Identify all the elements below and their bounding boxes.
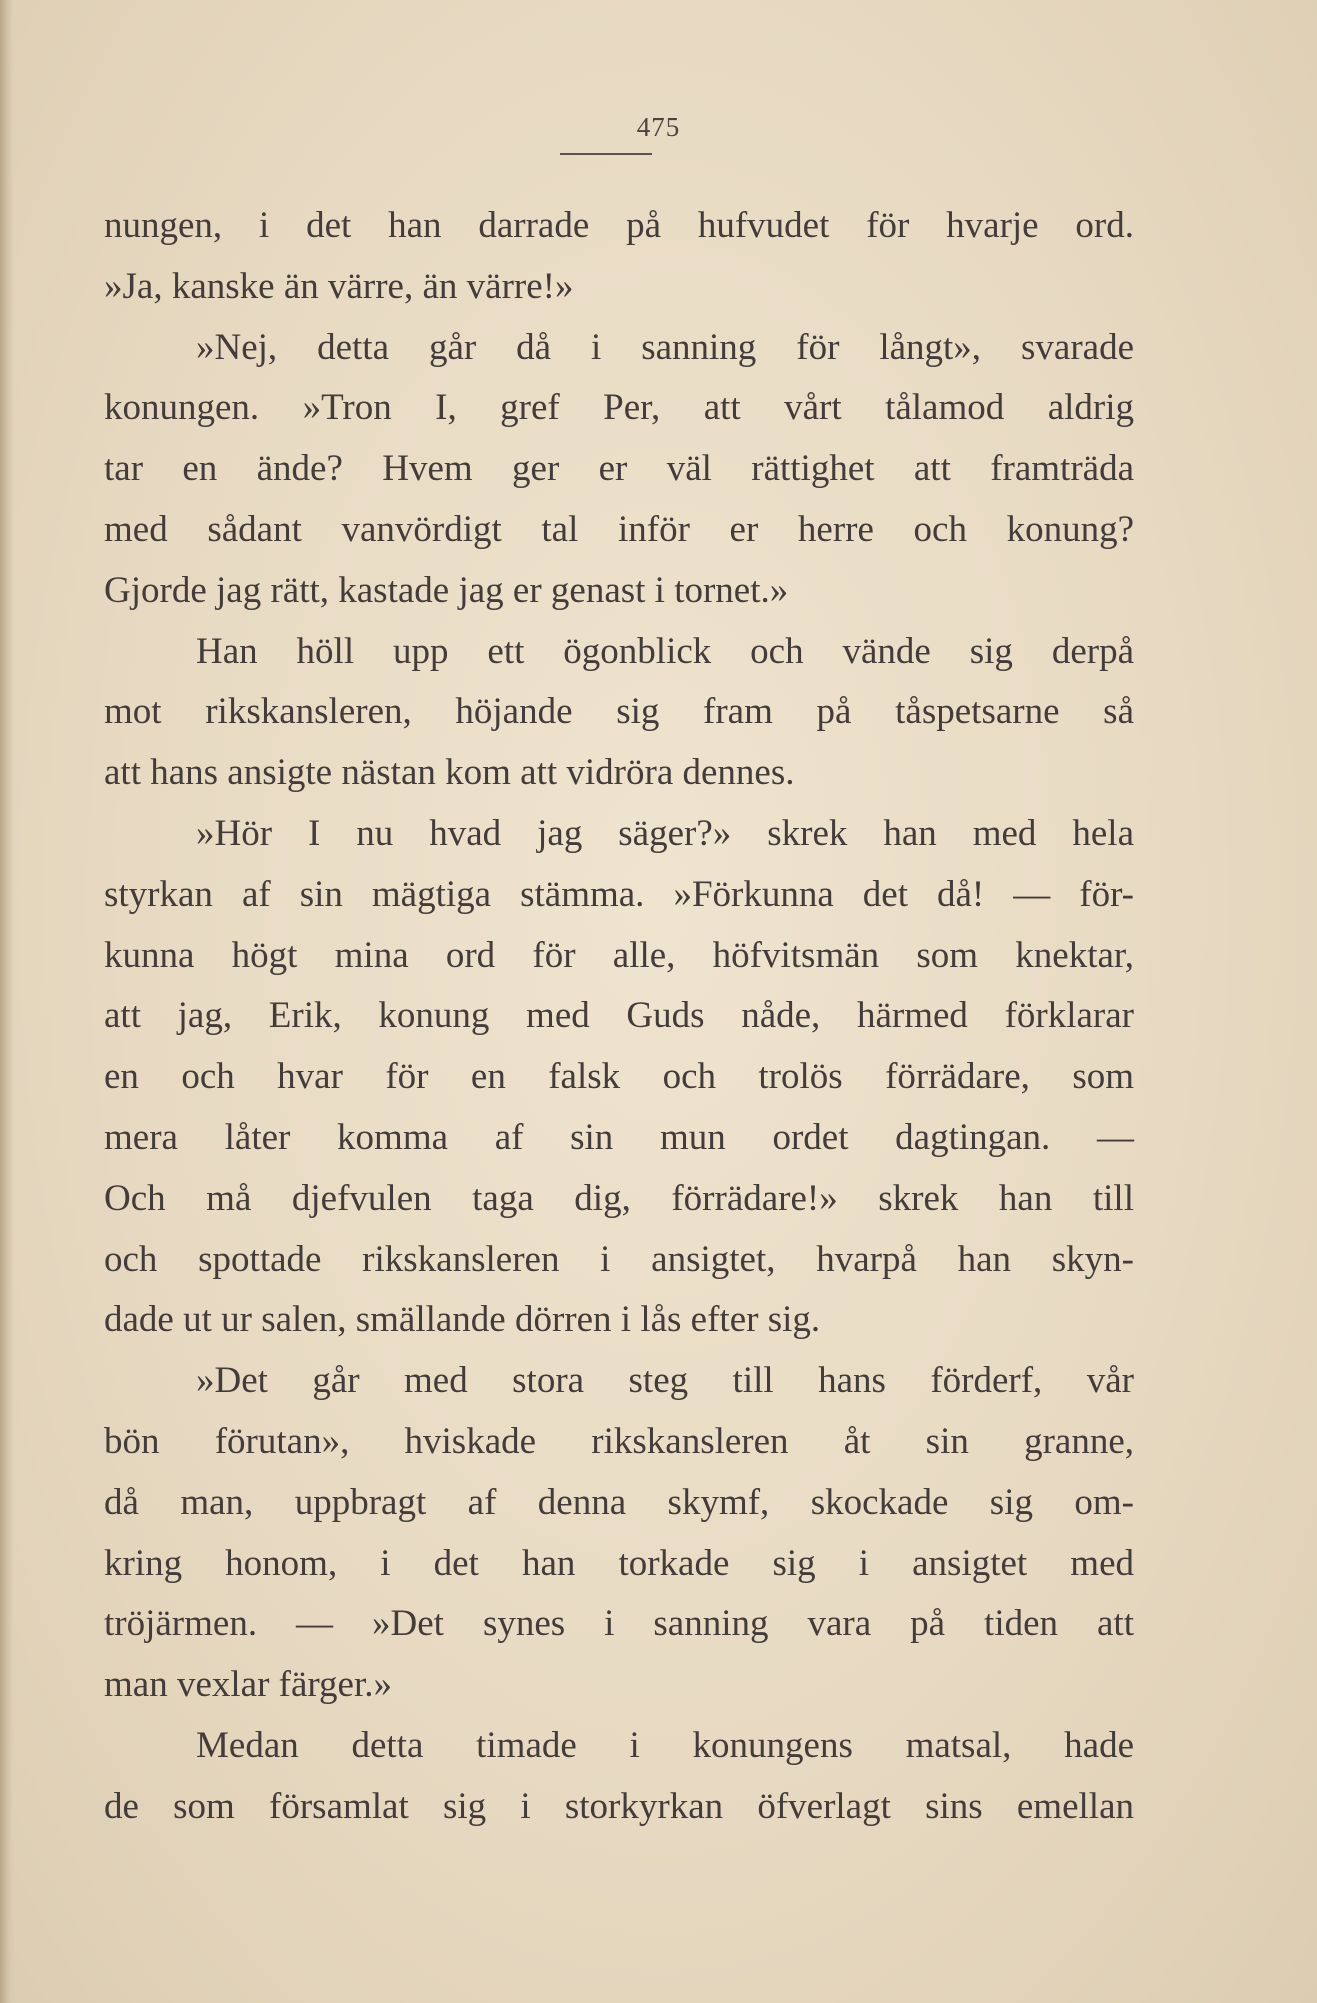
header-rule <box>560 153 652 155</box>
text-line: bön förutan», hviskade rikskansleren åt sin granne, <box>104 1420 1134 1462</box>
text-line: »Ja, kanske än värre, än värre!» <box>104 265 574 307</box>
text-line: man vexlar färger.» <box>104 1664 392 1706</box>
text-line: mera låter komma af sin mun ordet dagtingan. — <box>104 1116 1134 1158</box>
text-line: och spottade rikskansleren i ansigtet, hvarpå han skyn- <box>104 1238 1134 1280</box>
page-number: 475 <box>636 112 681 142</box>
text-line: då man, uppbragt af denna skymf, skockade sig om- <box>104 1481 1134 1523</box>
text-line: en och hvar för en falsk och trolös förrädare, som <box>104 1056 1134 1098</box>
text-line: tar en ände? Hvem ger er väl rättighet att framträda <box>104 448 1134 490</box>
text-line: »Nej, detta går då i sanning för långt», svarade <box>196 326 1134 368</box>
text-line: med sådant vanvördigt tal inför er herre och konung? <box>104 508 1134 550</box>
text-line: nungen, i det han darrade på hufvudet för hvarje ord. <box>104 205 1134 246</box>
text-line: styrkan af sin mägtiga stämma. »Förkunna det då! — för- <box>104 873 1134 915</box>
text-line: de som församlat sig i storkyrkan öfverlagt sins emellan <box>104 1785 1134 1827</box>
text-line: Gjorde jag rätt, kastade jag er genast i tornet.» <box>104 569 789 611</box>
text-line: tröjärmen. — »Det synes i sanning vara på tiden att <box>104 1603 1134 1645</box>
text-line: mot rikskansleren, höjande sig fram på tåspetsarne så <box>104 691 1134 733</box>
page-header <box>0 112 1317 142</box>
text-line: Medan detta timade i konungens matsal, hade <box>196 1724 1134 1766</box>
page-edge <box>0 0 14 2003</box>
text-line: Han höll upp ett ögonblick och vände sig derpå <box>196 630 1134 672</box>
text-line: »Det går med stora steg till hans förderf, vår <box>196 1360 1134 1402</box>
text-line: att jag, Erik, konung med Guds nåde, härmed förklarar <box>104 995 1134 1037</box>
body-text <box>104 196 1134 1838</box>
text-line: dade ut ur salen, smällande dörren i lås efter sig. <box>104 1299 821 1341</box>
text-line: konungen. »Tron I, gref Per, att vårt tålamod aldrig <box>104 387 1134 429</box>
text-line: kunna högt mina ord för alle, höfvitsmän som knektar, <box>104 934 1134 976</box>
text-line: att hans ansigte nästan kom att vidröra dennes. <box>104 752 795 794</box>
text-line: »Hör I nu hvad jag säger?» skrek han med hela <box>196 812 1134 854</box>
text-line: Och må djefvulen taga dig, förrädare!» skrek han till <box>104 1177 1134 1219</box>
text-line: kring honom, i det han torkade sig i ansigtet med <box>104 1542 1134 1584</box>
